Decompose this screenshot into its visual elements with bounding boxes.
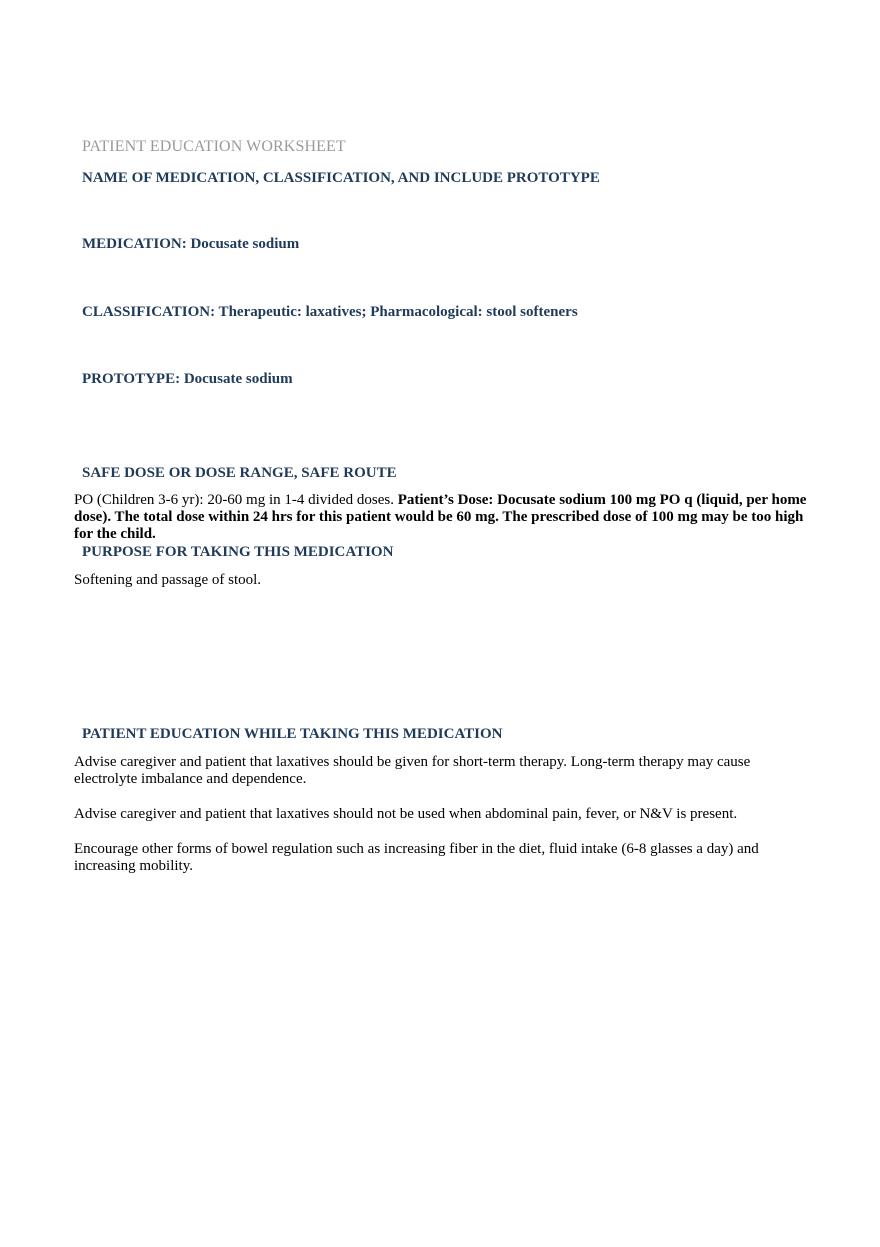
purpose-heading: PURPOSE FOR TAKING THIS MEDICATION bbox=[82, 544, 394, 560]
safe-dose-heading: SAFE DOSE OR DOSE RANGE, SAFE ROUTE bbox=[82, 465, 397, 481]
medication-line: MEDICATION: Docusate sodium bbox=[82, 236, 300, 252]
purpose-text: Softening and passage of stool. bbox=[74, 572, 262, 588]
education-item: Encourage other forms of bowel regulation such as increasing fiber in the diet, fluid intake (6-8 glasses a day) and increasing mobility. bbox=[74, 841, 759, 874]
safe-dose-text bbox=[74, 492, 814, 543]
classification-line: CLASSIFICATION: Therapeutic: laxatives; Pharmacological: stool softeners bbox=[82, 304, 578, 320]
education-item: Advise caregiver and patient that laxatives should not be used when abdominal pain, fever, or N&V is present. bbox=[74, 806, 738, 822]
education-heading: PATIENT EDUCATION WHILE TAKING THIS MEDICATION bbox=[82, 726, 503, 742]
dose-range-text: PO (Children 3-6 yr): 20-60 mg in 1-4 divided doses. bbox=[74, 492, 398, 508]
education-item: Advise caregiver and patient that laxatives should be given for short-term therapy. Long-term therapy may cause electrolyte imbalance and dependence. bbox=[74, 754, 751, 787]
worksheet-title: PATIENT EDUCATION WORKSHEET bbox=[82, 138, 346, 155]
medication-name-heading: NAME OF MEDICATION, CLASSIFICATION, AND INCLUDE PROTOTYPE bbox=[82, 170, 600, 186]
prototype-line: PROTOTYPE: Docusate sodium bbox=[82, 371, 293, 387]
patient-dose-text: Patient’s Dose: Docusate sodium 100 mg PO q (liquid, per home dose). The total dose within 24 hrs for this patient would be 60 mg. The prescribed dose of 100 mg may be too high for the child. bbox=[74, 492, 807, 542]
